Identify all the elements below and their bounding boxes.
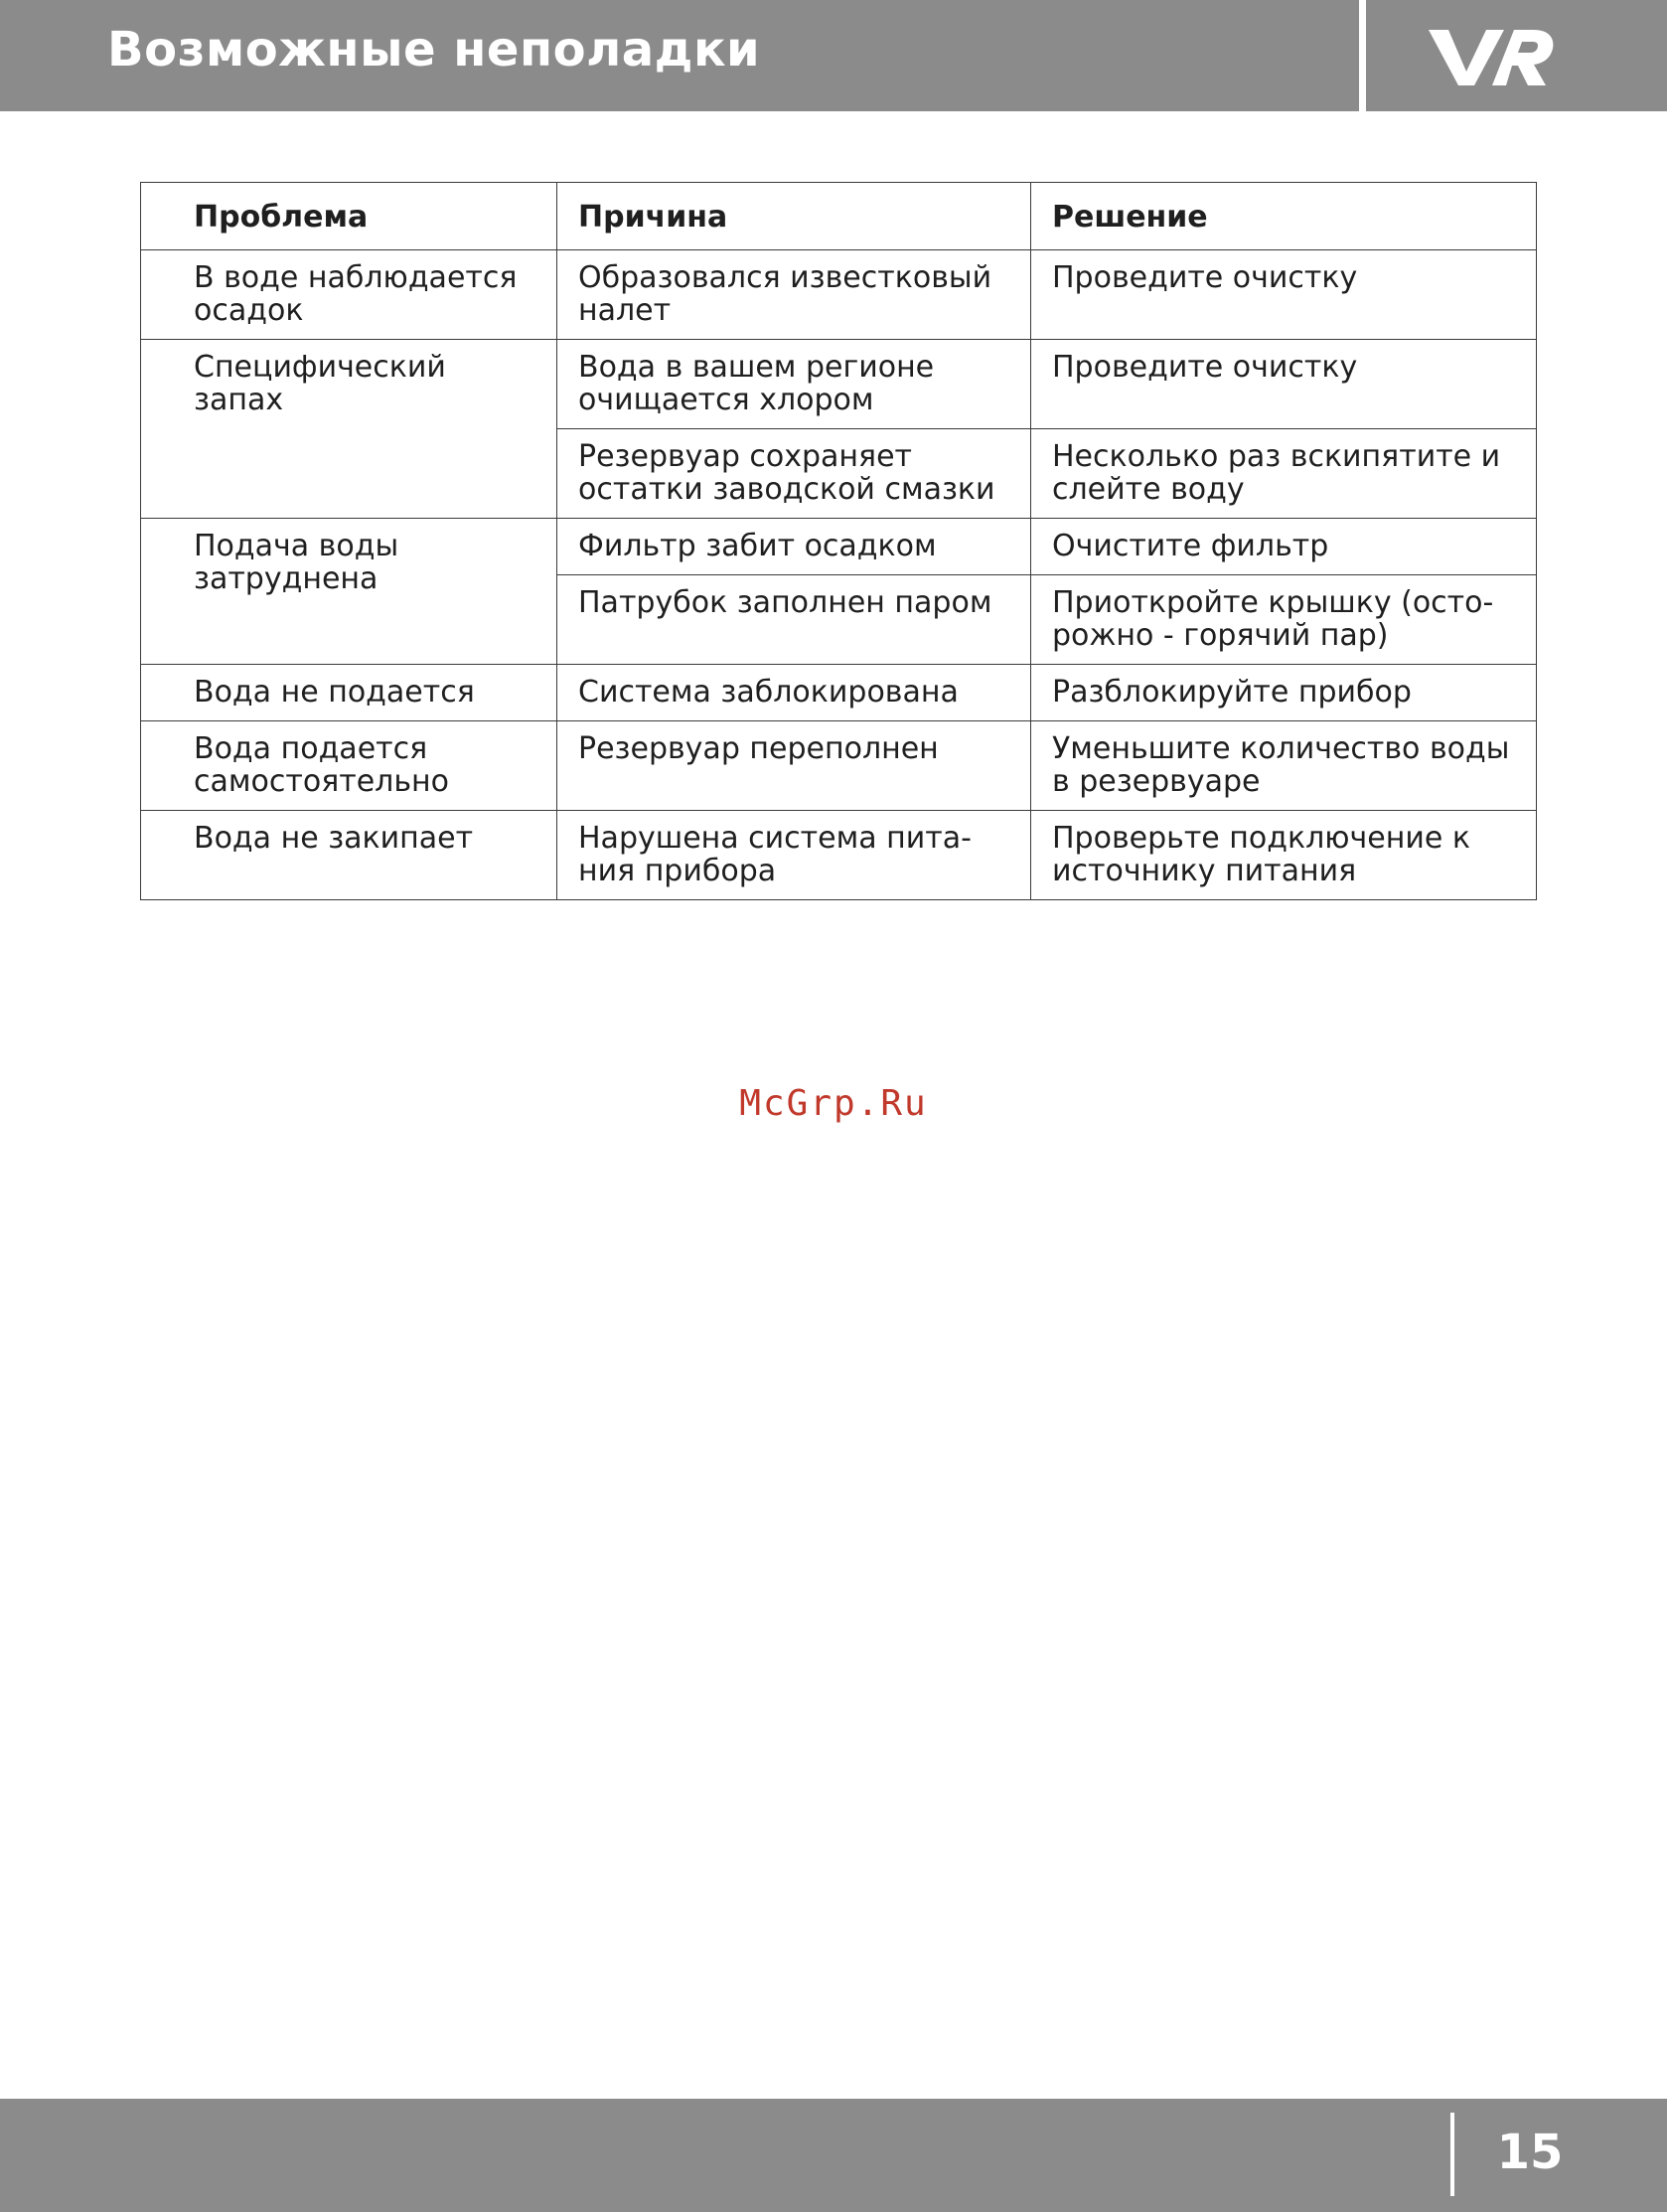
cause-cell: Резервуар сохраняет остатки заводской смазки	[557, 429, 1031, 519]
header-bar	[0, 0, 1667, 111]
header-cause: Причина	[557, 183, 1031, 250]
solution-cell: Несколько раз вскипятите и слейте воду	[1031, 429, 1537, 519]
solution-cell: Проверьте подключение к источнику питания	[1031, 811, 1537, 900]
cause-cell: Система заблокирована	[557, 665, 1031, 721]
cause-cell: Образовался известковый налет	[557, 250, 1031, 340]
solution-cell: Проведите очистку	[1031, 340, 1537, 429]
solution-cell: Разблокируйте прибор	[1031, 665, 1537, 721]
vr-logo-icon	[1427, 22, 1556, 91]
table-header-row	[141, 183, 1537, 250]
cause-cell: Вода в вашем регионе очищается хлором	[557, 340, 1031, 429]
cause-cell: Нарушена система питания прибора	[557, 811, 1031, 900]
footer-divider	[1450, 2113, 1454, 2196]
solution-cell: Проведите очистку	[1031, 250, 1537, 340]
troubleshooting-table	[140, 182, 1537, 900]
table-row	[141, 665, 1537, 721]
problem-cell: Вода подается самостоятельно	[141, 721, 557, 811]
table-row	[141, 519, 1537, 575]
problem-cell: В воде наблюдается осадок	[141, 250, 557, 340]
watermark: McGrp.Ru	[739, 1083, 928, 1124]
header-problem: Проблема	[141, 183, 557, 250]
table-row	[141, 721, 1537, 811]
table-row	[141, 340, 1537, 429]
footer-bar	[0, 2099, 1667, 2212]
header-divider	[1359, 0, 1366, 111]
solution-cell: Уменьшите количество воды в резервуаре	[1031, 721, 1537, 811]
solution-cell: Приоткройте крышку (осторожно - горячий пар)	[1031, 575, 1537, 665]
page-title: Возможные неполадки	[107, 22, 761, 78]
problem-cell: Вода не подается	[141, 665, 557, 721]
header-solution: Решение	[1031, 183, 1537, 250]
solution-cell: Очистите фильтр	[1031, 519, 1537, 575]
table-row	[141, 811, 1537, 900]
cause-cell: Резервуар переполнен	[557, 721, 1031, 811]
table-row	[141, 250, 1537, 340]
problem-cell: Подача воды затруднена	[141, 519, 557, 665]
problem-cell: Вода не закипает	[141, 811, 557, 900]
cause-cell: Фильтр забит осадком	[557, 519, 1031, 575]
cause-cell: Патрубок заполнен паром	[557, 575, 1031, 665]
page-number: 15	[1496, 2125, 1564, 2180]
problem-cell: Специфический запах	[141, 340, 557, 519]
